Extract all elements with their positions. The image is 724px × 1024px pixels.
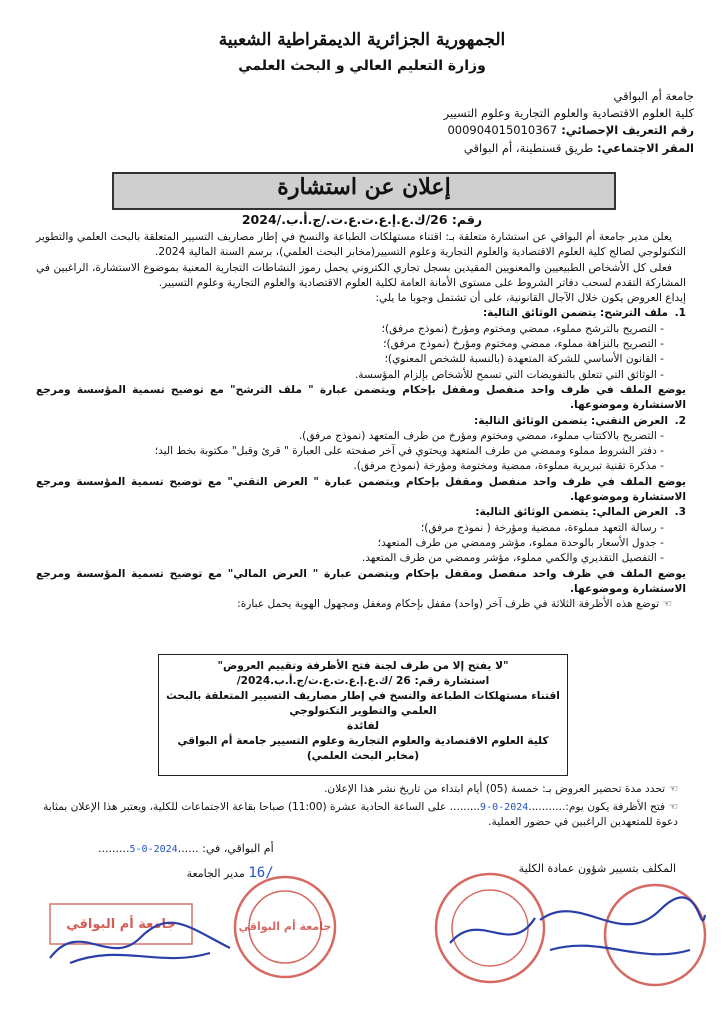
- list-item: - التفصيل التقديري والكمي مملوء، مؤشر وممضي من طرف المتعهد.: [361, 552, 664, 565]
- reference-number: رقم: 26/ك.ع.إ.ع.ت.ع.ت./ج.أ.ب./2024: [241, 212, 483, 227]
- address-value: طريق قسنطينة، أم البواقي: [463, 141, 594, 155]
- intro-paragraph: إيداع العروض يكون خلال الآجال القانونية، على أن تشتمل وجوبا ما يلي:: [375, 292, 686, 305]
- box-line: لفائدة: [347, 720, 379, 732]
- stamp-text: جامعة أم البواقي: [238, 920, 332, 933]
- statistical-id: [447, 122, 694, 139]
- section-technical-offer: [36, 414, 686, 506]
- section-closing: يوضع الملف في ظرف واحد منفصل ومقفل بإحكام ويتضمن عبارة " العرض المالي" مع توضيح تسمية المؤسسة ومرجع الاستشارة وموضوعها.: [36, 567, 686, 595]
- list-item: - القانون الأساسي للشركة المتعهدة (بالنسبة للشخص المعنوي)؛: [384, 353, 664, 366]
- envelope-label-box: [158, 654, 568, 776]
- opening-note: ☜ فتح الأظرفة يكون يوم:...........2024-0-9......... على الساعة الحادية عشرة (11:00) صباحا بقاعة الاجتماعات للكلية، ويعتبر هذا الإعلان بمثابة دعوة للمتعهدين الراغبين في حضور العملية.: [43, 801, 678, 828]
- republic-heading: الجمهورية الجزائرية الديمقراطية الشعبية: [218, 30, 506, 50]
- university-round-stamp: [230, 872, 340, 982]
- list-item: - التصريح بالنزاهة مملوء، ممضي ومختوم ومؤرخ (نموذج مرفق)؛: [383, 338, 664, 351]
- envelope-note: ☜ توضع هذه الأظرفة الثلاثة في ظرف آخر (واحد) مقفل بإحكام ومغفل ومجهول الهوية يحمل عبارة:: [237, 598, 672, 611]
- place-date: أم البواقي، في: ......2024-0-5.........: [98, 842, 274, 855]
- list-item: - دفتر الشروط مملوء وممضي من طرف المتعهد ويحتوي في آخر صفحته على العبارة " قرئ وقبل" مكتوبة بخط اليد؛: [154, 445, 664, 458]
- intro-paragraph: فعلى كل الأشخاص الطبيعيين والمعنويين المقيدين بسجل تجاري الكتروني يحمل رموز النشاطات التجارية المعنية بموضوع الاستشارة، الراغبين في المشاركة التقدم لسحب دفاتر الشروط على مستوى الأمانة العامة لكلية العلوم الاقتصادية والعلوم التجارية وعلوم التسيير.: [36, 261, 686, 289]
- section-closing: يوضع الملف في ظرف واحد منفصل ومقفل بإحكام ويتضمن عبارة " العرض التقني" مع توضيح تسمية المؤسسة ومرجع الاستشارة وموضوعها.: [36, 475, 686, 504]
- dean-role: المكلف بتسيير شؤون عمادة الكلية: [518, 862, 676, 875]
- section-financial-offer: [36, 505, 686, 597]
- list-item: - جدول الأسعار بالوحدة مملوء، مؤشر وممضي من طرف المتعهد؛: [377, 536, 664, 549]
- box-line: "لا يفتح إلا من طرف لجنة فتح الأظرفة وتقييم العروض": [217, 660, 509, 672]
- page-title: إعلان عن استشارة: [277, 174, 451, 200]
- box-line: كلية العلوم الاقتصادية والعلوم التجارية وعلوم التسيير جامعة أم البواقي: [177, 735, 549, 747]
- faculty-name: كلية العلوم الاقتصادية والعلوم التجارية وعلوم التسيير: [443, 106, 694, 120]
- ministry-heading: وزارة التعليم العالي و البحث العلمي: [238, 58, 486, 74]
- director-signature: [40, 908, 240, 978]
- section-title: ملف الترشح: يتضمن الوثائق التالية:: [482, 307, 668, 320]
- section-title: العرض المالي: يتضمن الوثائق التالية:: [475, 506, 668, 519]
- box-line: (مخابر البحث العلمي): [306, 750, 420, 762]
- handwritten-date: 2024-0-5: [129, 844, 178, 855]
- statistical-id-value: 000904015010367: [447, 123, 558, 137]
- intro-paragraph: يعلن مدير جامعة أم البواقي عن استشارة متعلقة بـ: اقتناء مستهلكات الطباعة والنسخ في إطار مصاريف التسيير المتعلقة بالبحث العلمي والتطوير التكنولوجي لصالح كلية العلوم الاقتصادية والعلوم التجارية وعلوم التسيير(مخابر البحث العلمي)، برسم السنة المالية 2024.: [36, 231, 686, 259]
- list-item: - مذكرة تقنية تبريرية مملوءة، ممضية ومختومة ومؤرخة (نموذج مرفق).: [353, 460, 664, 473]
- box-line: اقتناء مستهلكات الطباعة والنسخ في إطار مصاريف التسيير المتعلقة بالبحث العلمي والتطوير التكنولوجي: [166, 690, 560, 717]
- director-initial: /16: [248, 865, 274, 881]
- list-item: - التصريح بالاكتتاب مملوء، ممضي ومختوم ومؤرخ من طرف المتعهد (نموذج مرفق).: [298, 429, 664, 442]
- list-item: - الوثائق التي تتعلق بالتفويضات التي تسمح للأشخاص بإلزام المؤسسة.: [354, 368, 664, 381]
- dean-stamp-signature: [530, 880, 710, 990]
- closing-notes: [38, 782, 678, 833]
- handwritten-date: 2024-0-9: [480, 802, 529, 813]
- box-line: استشارة رقم: 26 /ك.ع.إ.ع.ت.ع.ت/ج.أ.ب.2024/: [236, 675, 490, 687]
- section-number: 1.: [674, 307, 686, 320]
- stamp-text: جامعة أم البواقي: [66, 917, 176, 932]
- section-closing: يوضع الملف في ظرف واحد منفصل ومقفل بإحكام ويتضمن عبارة " ملف الترشح" مع توضيح تسمية المؤسسة ومرجع الاستشارة وموضوعها.: [36, 383, 686, 412]
- announcement-body: [36, 230, 686, 612]
- section-title: العرض التقني: يتضمن الوثائق التالية:: [473, 414, 668, 427]
- statistical-id-label: رقم التعريف الإحصائي:: [561, 123, 694, 137]
- pointer-icon: ☜: [665, 801, 678, 813]
- section-number: 2.: [674, 414, 686, 427]
- director-role: /16 مدير الجامعة: [186, 865, 274, 881]
- list-item: - رسالة التعهد مملوءة، ممضية ومؤرخة ( نموذج مرفق)؛: [420, 521, 664, 534]
- section-number: 3.: [674, 506, 686, 519]
- duration-note: ☜ تحدد مدة تحضير العروض بـ: خمسة (05) أيام ابتداء من تاريخ نشر هذا الإعلان.: [324, 783, 678, 795]
- section-candidacy: [36, 306, 686, 413]
- address: [464, 140, 694, 157]
- list-item: - التصريح بالترشح مملوء، ممضي ومختوم ومؤرخ (نموذج مرفق)؛: [381, 322, 664, 335]
- address-label: المقر الاجتماعي:: [596, 141, 694, 155]
- pointer-icon: ☜: [659, 598, 672, 611]
- pointer-icon: ☜: [665, 783, 678, 795]
- university-name: جامعة أم البواقي: [613, 89, 694, 103]
